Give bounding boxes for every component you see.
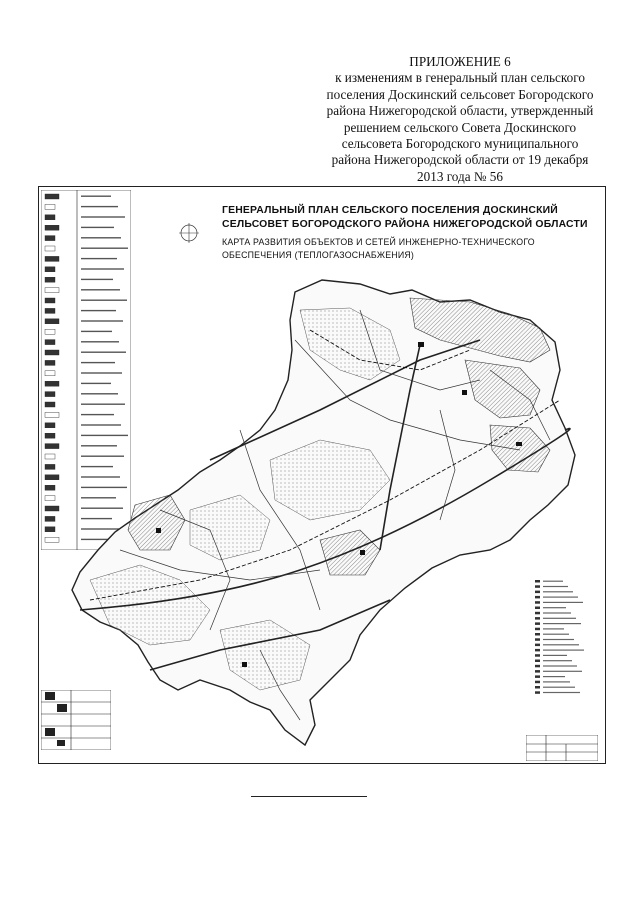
- legend-swatch: [45, 308, 55, 313]
- legend-swatch: [45, 485, 55, 490]
- legend-text-line: [81, 216, 125, 217]
- legend-swatch: [45, 496, 55, 501]
- legend-text-line: [543, 586, 568, 587]
- legend-text-line: [543, 692, 580, 693]
- legend-swatch: [45, 340, 55, 345]
- legend-text-line: [543, 597, 578, 598]
- appendix-line-4: решением сельского Совета Доскинского: [343, 119, 577, 135]
- legend-swatch: [45, 194, 59, 199]
- legend-swatch: [535, 638, 540, 641]
- legend-text-line: [543, 607, 566, 608]
- legend-swatch: [45, 423, 55, 428]
- legend-right: [535, 578, 590, 698]
- legend-text-line: [543, 660, 572, 661]
- legend-text-line: [543, 618, 576, 619]
- legend-text-line: [543, 581, 563, 582]
- legend-swatch: [535, 686, 540, 689]
- legend-swatch: [535, 665, 540, 668]
- legend-swatch: [535, 675, 540, 678]
- legend-swatch: [45, 329, 55, 334]
- legend-swatch: [535, 585, 540, 588]
- appendix-line-6: района Нижегородской области от 19 декабря: [331, 152, 589, 168]
- legend-text-line: [543, 634, 569, 635]
- legend-swatch: [535, 660, 540, 663]
- legend-swatch: [45, 402, 55, 407]
- legend-swatch: [45, 225, 59, 230]
- legend-text-line: [543, 671, 582, 672]
- legend-swatch: [535, 644, 540, 647]
- appendix-header: [300, 54, 620, 185]
- appendix-line-7: 2013 года № 56: [417, 168, 503, 184]
- appendix-title: ПРИЛОЖЕНИЕ 6: [409, 54, 511, 69]
- appendix-line-3: района Нижегородской области, утвержденный: [326, 103, 594, 119]
- legend-text-line: [81, 237, 121, 238]
- legend-swatch: [45, 246, 55, 251]
- legend-text-line: [543, 612, 571, 613]
- legend-swatch: [45, 412, 59, 417]
- legend-swatch: [45, 371, 55, 376]
- legend-swatch: [45, 433, 55, 438]
- legend-swatch: [45, 204, 55, 209]
- legend-text-line: [543, 639, 574, 640]
- legend-swatch: [535, 596, 540, 599]
- legend-text-line: [81, 196, 111, 197]
- legend-swatch: [45, 360, 55, 365]
- appendix-line-1: к изменениям в генеральный план сельского: [335, 70, 585, 86]
- legend-swatch: [535, 670, 540, 673]
- legend-swatch: [45, 215, 55, 220]
- map-title-line-1: ГЕНЕРАЛЬНЫЙ ПЛАН СЕЛЬСКОГО ПОСЕЛЕНИЯ ДОСКИНСКИЙ: [222, 205, 558, 216]
- legend-swatch: [45, 516, 55, 521]
- legend-swatch: [45, 298, 55, 303]
- map-subtitle-line-2: ОБЕСПЕЧЕНИЯ (ТЕПЛОГАЗОСНАБЖЕНИЯ): [222, 249, 415, 260]
- legend-swatch: [45, 506, 59, 511]
- legend-swatch: [45, 392, 55, 397]
- legend-swatch: [45, 444, 59, 449]
- legend-text-line: [543, 687, 575, 688]
- compass-icon: [178, 222, 200, 244]
- legend-text-line: [543, 650, 584, 651]
- appendix-line-2: поселения Доскинский сельсовет Богородского: [326, 86, 594, 102]
- legend-swatch: [45, 381, 59, 386]
- legend-text-line: [543, 628, 564, 629]
- map-subtitle-line-1: КАРТА РАЗВИТИЯ ОБЪЕКТОВ И СЕТЕЙ ИНЖЕНЕРНО-ТЕХНИЧЕСКОГО: [222, 237, 535, 247]
- signature-line: [251, 796, 367, 797]
- legend-swatch: [535, 580, 540, 583]
- legend-swatch: [45, 454, 55, 459]
- legend-swatch: [45, 319, 59, 324]
- legend-swatch: [535, 591, 540, 594]
- legend-swatch: [45, 350, 59, 355]
- legend-text-line: [81, 206, 118, 207]
- legend-text-line: [81, 227, 114, 228]
- legend-swatch: [45, 236, 55, 241]
- legend-text-line: [543, 676, 565, 677]
- legend-swatch: [535, 612, 540, 615]
- legend-swatch: [45, 256, 59, 261]
- legend-swatch: [45, 267, 55, 272]
- legend-swatch: [45, 475, 59, 480]
- legend-swatch: [535, 681, 540, 684]
- legend-swatch: [535, 633, 540, 636]
- legend-text-line: [543, 623, 581, 624]
- legend-text-line: [543, 644, 579, 645]
- legend-swatch: [535, 691, 540, 694]
- legend-text-line: [543, 665, 577, 666]
- settlement-map: [60, 250, 600, 760]
- legend-text-line: [543, 602, 583, 603]
- legend-swatch: [45, 277, 55, 282]
- appendix-line-5: сельсовета Богородского муниципального: [341, 136, 579, 152]
- legend-swatch: [45, 464, 55, 469]
- legend-swatch: [535, 601, 540, 604]
- legend-text-line: [543, 655, 567, 656]
- legend-swatch: [535, 654, 540, 657]
- title-block-stamp: [526, 735, 598, 761]
- legend-swatch: [535, 607, 540, 610]
- map-title-line-2: СЕЛЬСОВЕТ БОГОРОДСКОГО РАЙОНА НИЖЕГОРОДСКОЙ ОБЛАСТИ: [222, 219, 588, 230]
- legend-swatch: [535, 617, 540, 620]
- legend-swatch: [535, 622, 540, 625]
- legend-swatch: [535, 628, 540, 631]
- legend-text-line: [543, 681, 570, 682]
- legend-swatch: [535, 649, 540, 652]
- legend-swatch: [45, 537, 59, 542]
- legend-text-line: [543, 591, 573, 592]
- legend-swatch: [45, 527, 55, 532]
- legend-swatch: [45, 288, 59, 293]
- legend-text-line: [81, 248, 128, 249]
